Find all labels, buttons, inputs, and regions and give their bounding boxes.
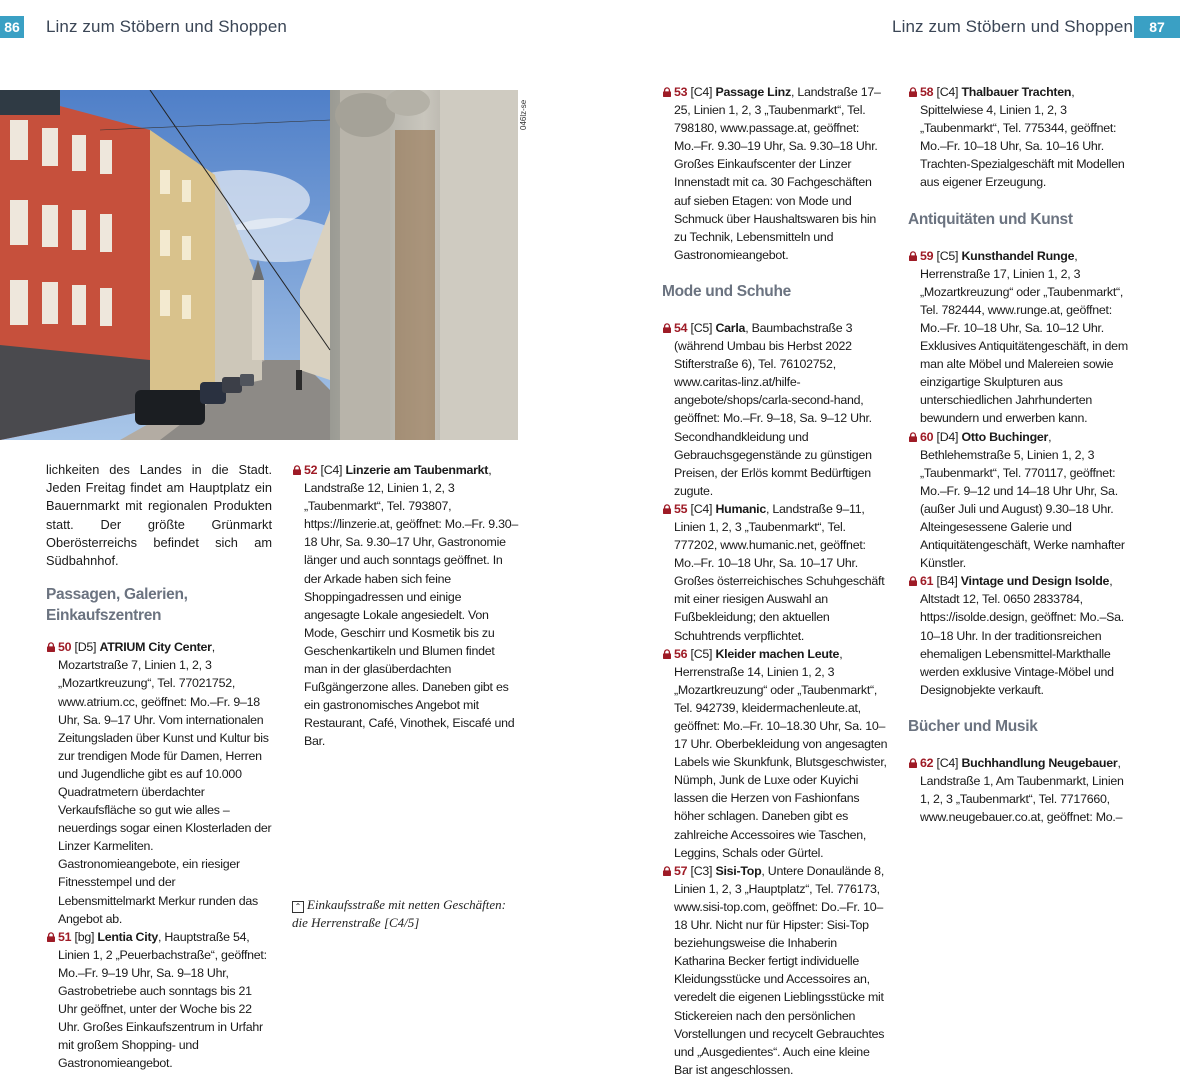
shop-lock-icon: [292, 465, 302, 475]
entry-number: 60: [920, 429, 934, 444]
entry-text: , Hauptstraße 54, Linien 1, 2 „Peuerbachstraße“, geöffnet: Mo.–Fr. 9–19 Uhr, Sa. 9–18 Uhr, Gastrobetriebe auch sonntags bis 21 Uhr geöffnet, unter der Woche bis 22 Uhr. Großes Einkaufszentrum in Urfahr mit großem Shopping- und Gastronomieangebot.: [58, 929, 267, 1071]
entry-text: , Landstraße 9–11, Linien 1, 2, 3 „Taubenmarkt“, Tel. 777202, www.humanic.net, geöffnet: Mo.–Fr. 10–18 Uhr, Sa. 10–17 Uhr. Großes österreichisches Schuhgeschäft mit einer riesigen Auswahl an Fußbekleidung; den aktuellen Schuhtrends verpflichtet.: [674, 501, 885, 643]
shop-name: Thalbauer Trachten: [961, 85, 1072, 99]
shop-name: Lentia City: [97, 929, 158, 944]
shop-lock-icon: [662, 87, 672, 97]
entry-text: , Mozartstraße 7, Linien 1, 2, 3 „Mozartkreuzung“, Tel. 77021752, www.atrium.cc, geöffnet: Mo.–Fr. 9–18 Uhr, Sa. 9–17 Uhr. Vom internationalen Zeitungsladen über Kunst und Kultur bis zur trendigen Mode für Damen, Herren und Jugendliche gibt es auf 10.000 Quadratmetern überdachter Verkaufsfläche so gut wie alles – neuerdings sogar einen Klosterladen der Linzer Karmeliten. Gastronomieangebote, ein riesiger Fitnesstempel und der Lebensmittelmarkt Merkur runden das Angebot ab.: [58, 640, 272, 926]
shop-lock-icon: [908, 758, 918, 768]
shop-lock-icon: [46, 642, 56, 652]
entry-text: , Herrenstraße 14, Linien 1, 2, 3 „Mozartkreuzung“ oder „Taubenmarkt“, Tel. 942739, kleidermachenleute.at, geöffnet: Mo.–Fr. 10–18.30 Uhr, Sa. 10–17 Uhr. Oberbekleidung von angesagten Labels wie Skunkfunk, Blutsgeschwister, Nümph, Junk de Luxe oder Kuyichi lassen die Herzen von Fashionfans höher schlagen. Daneben gibt es zahlreiche Accessoires wie Taschen, Leggins, Schals oder Gürtel.: [674, 646, 888, 860]
entry-59: [908, 247, 1134, 428]
map-code: [C5]: [936, 248, 959, 263]
map-code: [C4]: [936, 755, 959, 770]
shop-lock-icon: [908, 87, 918, 97]
entry-61: [908, 572, 1134, 699]
intro-paragraph: lichkeiten des Landes in die Stadt. Jeden Freitag findet am Hauptplatz ein Bauernmarkt mit regionalen Produkten statt. Der größte Grünmarkt Oberösterreichs befindet sich am Südbahnhof.: [46, 462, 272, 569]
right-column-1: [662, 83, 888, 1079]
herrenstrasse-photo-illustration: [0, 90, 518, 440]
entry-text: , Untere Donaulände 8, Linien 1, 2, 3 „Hauptplatz“, Tel. 776173, www.sisi-top.com, geöffnet: Do.–Fr. 10–18 Uhr. Nicht nur für Hipster: Sisi-Top beziehungsweise die Inhaberin Katharina Becker fertigt individuelle Kleidungsstücke und Accessoires an, veredelt die eigenen Lieblingsstücke mit Stickereien nach den persönlichen Vorstellungen und recycelt Gebrauchtes und „Ausgedientes“. Auch eine kleine Bar ist angeschlossen.: [674, 863, 885, 1077]
entry-55: [662, 500, 888, 645]
entry-text: , Altstadt 12, Tel. 0650 2833784, https://isolde.design, geöffnet: Mo.–Sa. 10–18 Uhr. In der traditionsreichen ehemaligen Lebensmittel-Markthalle werden exklusive Vintage-Möbel und Designobjekte verkauft.: [920, 574, 1124, 697]
caption-text: Einkaufsstraße mit netten Geschäften: die Herrenstraße [C4/5]: [292, 897, 506, 930]
map-code: [D4]: [936, 429, 959, 444]
shop-lock-icon: [662, 504, 672, 514]
entry-number: 55: [674, 501, 688, 516]
map-code: [C4]: [690, 85, 713, 99]
entry-text: , Landstraße 1, Am Taubenmarkt, Linien 1, 2, 3 „Taubenmarkt“, Tel. 7717660, www.neugebauer.co.at, geöffnet: Mo.–: [920, 755, 1124, 825]
entry-number: 59: [920, 248, 934, 263]
shop-name: Passage Linz: [715, 85, 791, 99]
entry-number: 54: [674, 320, 688, 335]
entry-53: [662, 83, 888, 264]
entry-text: , Baumbachstraße 3 (während Umbau bis Herbst 2022 Stifterstraße 6), Tel. 76102752, www.caritas-linz.at/hilfe-angebote/shops/carla-second-hand, geöffnet: Mo.–Fr. 9–18, Sa. 9–12 Uhr. Secondhandkleidung und Gebrauchsgegenstände zu günstigen Preisen, der Erlös kommt Bedürftigen zugute.: [674, 320, 872, 498]
entry-57: [662, 862, 888, 1079]
section-heading-antiquitaeten: Antiquitäten und Kunst: [908, 210, 1073, 228]
entry-number: 61: [920, 574, 934, 589]
page-number-right: 87: [1134, 16, 1180, 38]
shop-name: ATRIUM City Center: [99, 640, 212, 655]
shop-name: Linzerie am Taubenmarkt: [345, 463, 489, 477]
entry-54: [662, 319, 888, 500]
entry-number: 51: [58, 929, 72, 944]
section-heading-mode: Mode und Schuhe: [662, 282, 791, 300]
running-header-right: Linz zum Stöbern und Shoppen: [892, 17, 1133, 36]
map-code: [C4]: [320, 463, 343, 477]
shop-name: Kunsthandel Runge: [961, 248, 1075, 263]
photo-credit: 046lz-se: [519, 99, 528, 130]
map-code: [C3]: [690, 863, 713, 878]
shop-name: Kleider machen Leute: [715, 646, 840, 661]
shop-name: Sisi-Top: [715, 863, 762, 878]
left-column-1: [46, 461, 272, 1072]
shop-lock-icon: [662, 323, 672, 333]
entry-number: 57: [674, 863, 688, 878]
page-number-left: 86: [0, 16, 24, 38]
street-photo: [0, 90, 518, 440]
entry-number: 58: [920, 85, 934, 99]
entry-number: 53: [674, 85, 688, 99]
left-column-2: [292, 461, 518, 751]
shop-name: Humanic: [715, 501, 767, 516]
shop-name: Buchhandlung Neugebauer: [961, 755, 1118, 770]
entry-56: [662, 645, 888, 862]
photo-caption: [292, 896, 518, 932]
entry-text: , Spittelwiese 4, Linien 1, 2, 3 „Taubenmarkt“, Tel. 775344, geöffnet: Mo.–Fr. 10–18 Uhr, Sa. 10–16 Uhr. Trachten-Spezialgeschäft mit Modellen aus eigener Erzeugung.: [920, 85, 1125, 190]
shop-name: Carla: [715, 320, 746, 335]
entry-50: [46, 638, 272, 928]
caption-arrow-icon: ⌃: [292, 901, 304, 913]
shop-lock-icon: [908, 432, 918, 442]
entry-text: , Landstraße 17–25, Linien 1, 2, 3 „Taubenmarkt“, Tel. 798180, www.passage.at, geöffnet: Mo.–Fr. 9.30–19 Uhr, Sa. 9.30–18 Uhr. Großes Einkaufscenter der Linzer Innenstadt mit ca. 30 Fachgeschäften auf sieben Etagen: von Mode und Schmuck über Haushaltswaren bis hin zu Technik, Lebensmitteln und Gastronomieangebot.: [674, 85, 881, 262]
section-heading-passagen: Passagen, Galerien, Einkaufszentren: [46, 586, 188, 625]
entry-number: 52: [304, 463, 318, 477]
shop-lock-icon: [662, 866, 672, 876]
entry-text: , Bethlehemstraße 5, Linien 1, 2, 3 „Taubenmarkt“, Tel. 770117, geöffnet: Mo.–Fr. 9–12 und 14–18 Uhr Uhr, Sa. (außer Juli und August) 9.30–18 Uhr. Alteingesessene Galerie und Antiquitätengeschäft, Werke namhafter Künstler.: [920, 429, 1125, 571]
section-heading-buecher: Bücher und Musik: [908, 717, 1038, 735]
map-code: [D5]: [74, 640, 97, 655]
running-header-left: Linz zum Stöbern und Shoppen: [46, 17, 287, 36]
map-code: [bg]: [74, 929, 95, 944]
right-column-2: [908, 83, 1134, 826]
shop-lock-icon: [908, 576, 918, 586]
entry-51: [46, 928, 272, 1073]
entry-number: 62: [920, 755, 934, 770]
map-code: [B4]: [936, 574, 958, 589]
map-code: [C4]: [936, 85, 959, 99]
entry-text: , Herrenstraße 17, Linien 1, 2, 3 „Mozartkreuzung“ oder „Taubenmarkt“, Tel. 782444, www.runge.at, geöffnet: Mo.–Fr. 10–18 Uhr, Sa. 10–12 Uhr. Exklusives Antiquitätengeschäft, in dem man alte Möbel und Malereien sowie einzigartige Skulpturen aus unterschiedlichen Jahrhunderten bewundern und erwerben kann.: [920, 248, 1128, 426]
entry-52: [292, 461, 518, 751]
entry-60: [908, 428, 1134, 573]
entry-number: 56: [674, 646, 688, 661]
shop-name: Vintage und Design Isolde: [960, 574, 1110, 589]
entry-58: [908, 83, 1134, 192]
map-code: [C4]: [690, 501, 713, 516]
shop-lock-icon: [908, 251, 918, 261]
map-code: [C5]: [690, 320, 713, 335]
shop-name: Otto Buchinger: [961, 429, 1049, 444]
shop-lock-icon: [46, 932, 56, 942]
map-code: [C5]: [690, 646, 713, 661]
entry-text: , Landstraße 12, Linien 1, 2, 3 „Taubenmarkt“, Tel. 793807, https://linzerie.at, geöffnet: Mo.–Fr. 9.30–18 Uhr, Sa. 9.30–17 Uhr, Gastronomie länger und auch sonntags geöffnet. In der Arkade haben sich feine Shoppingadressen und einige angesagte Lokale angesiedelt. Von Mode, Geschirr und Kosmetik bis zu Geschenkartikeln und Blumen findet man in der glasüberdachten Fußgängerzone alles. Daneben gibt es ein gastronomisches Angebot mit Restaurant, Café, Vinothek, Eiscafé und Bar.: [304, 463, 518, 749]
shop-lock-icon: [662, 649, 672, 659]
entry-62: [908, 754, 1134, 826]
entry-number: 50: [58, 640, 72, 655]
